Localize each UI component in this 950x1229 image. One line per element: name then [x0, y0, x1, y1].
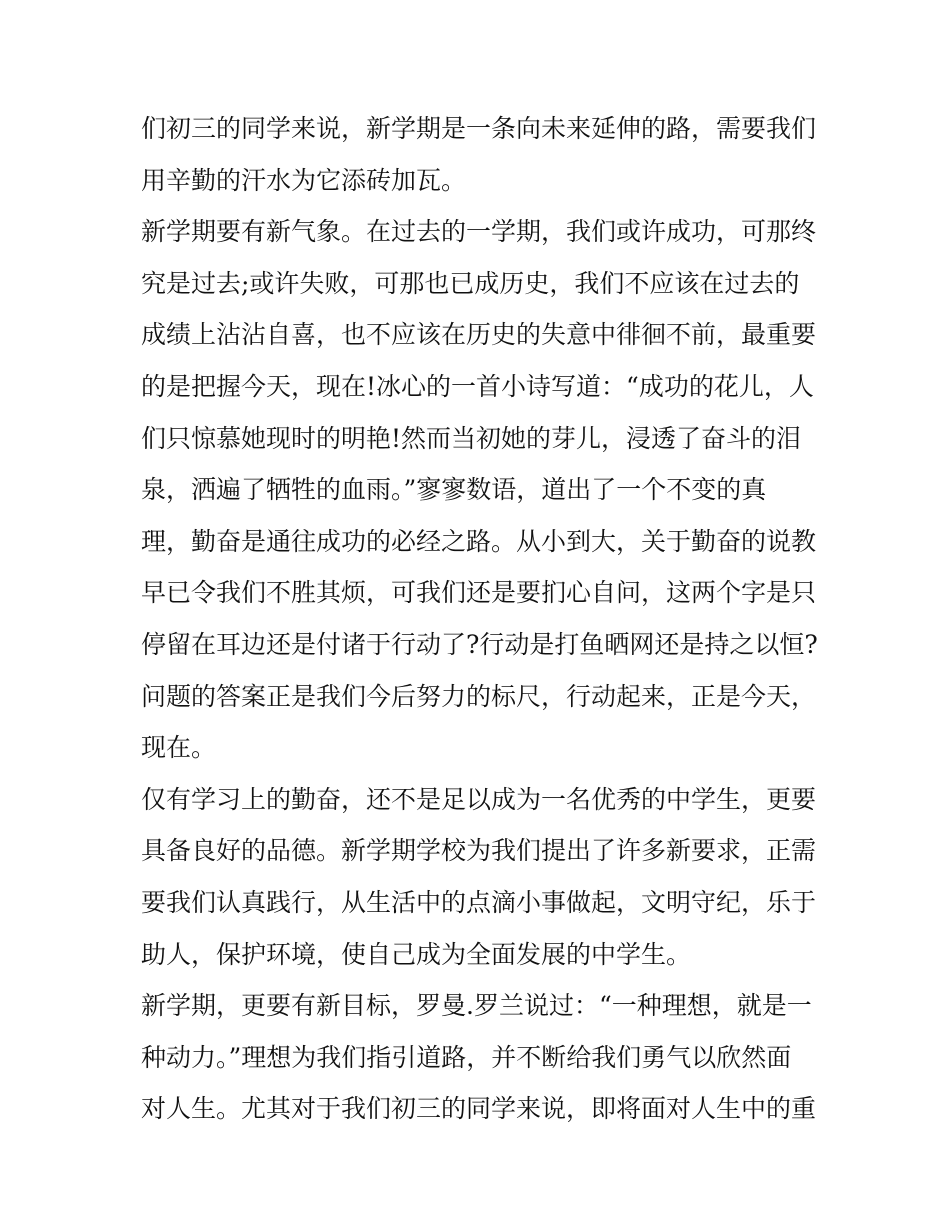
- text-line: 对人生。尤其对于我们初三的同学来说，即将面对人生中的重: [141, 1094, 817, 1124]
- document-body: [141, 103, 821, 1135]
- text-line: 们只惊慕她现时的明艳!然而当初她的芽儿，浸透了奋斗的泪: [141, 423, 802, 453]
- text-line: 助人，保护环境，使自己成为全面发展的中学生。: [141, 939, 692, 969]
- text-line: 究是过去;或许失败，可那也已成历史，我们不应该在过去的: [141, 268, 800, 298]
- text-line: 理，勤奋是通往成功的必经之路。从小到大，关于勤奋的说教: [141, 526, 817, 556]
- text-line: 泉，洒遍了牺牲的血雨。”寥寥数语，道出了一个不变的真: [141, 475, 767, 505]
- text-line: 问题的答案正是我们今后努力的标尺，行动起来，正是今天，: [141, 681, 817, 711]
- text-line: 用辛勤的汗水为它添砖加瓦。: [141, 165, 467, 195]
- text-line: 们初三的同学来说，新学期是一条向未来延伸的路，需要我们: [141, 114, 817, 143]
- text-line: 成绩上沾沾自喜，也不应该在历史的失意中徘徊不前，最重要: [141, 320, 817, 350]
- text-line: 停留在耳边还是付诸于行动了?行动是打鱼晒网还是持之以恒?: [141, 629, 818, 659]
- text-line: 新学期要有新气象。在过去的一学期，我们或许成功，可那终: [141, 217, 817, 247]
- text-line: 早已令我们不胜其烦，可我们还是要扪心自问，这两个字是只: [141, 578, 817, 608]
- text-line: 现在。: [141, 733, 217, 763]
- text-line: 仅有学习上的勤奋，还不是足以成为一名优秀的中学生，更要: [141, 784, 817, 814]
- text-line: 的是把握今天，现在!冰心的一首小诗写道：“成功的花儿，人: [141, 371, 814, 401]
- text-line: 具备良好的品德。新学期学校为我们提出了许多新要求，正需: [141, 836, 817, 866]
- text-line: 种动力。”理想为我们指引道路，并不断给我们勇气以欣然面: [141, 1042, 792, 1072]
- text-line: 要我们认真践行，从生活中的点滴小事做起，文明守纪，乐于: [141, 887, 817, 917]
- text-line: 新学期，更要有新目标，罗曼.罗兰说过：“一种理想，就是一: [141, 991, 812, 1021]
